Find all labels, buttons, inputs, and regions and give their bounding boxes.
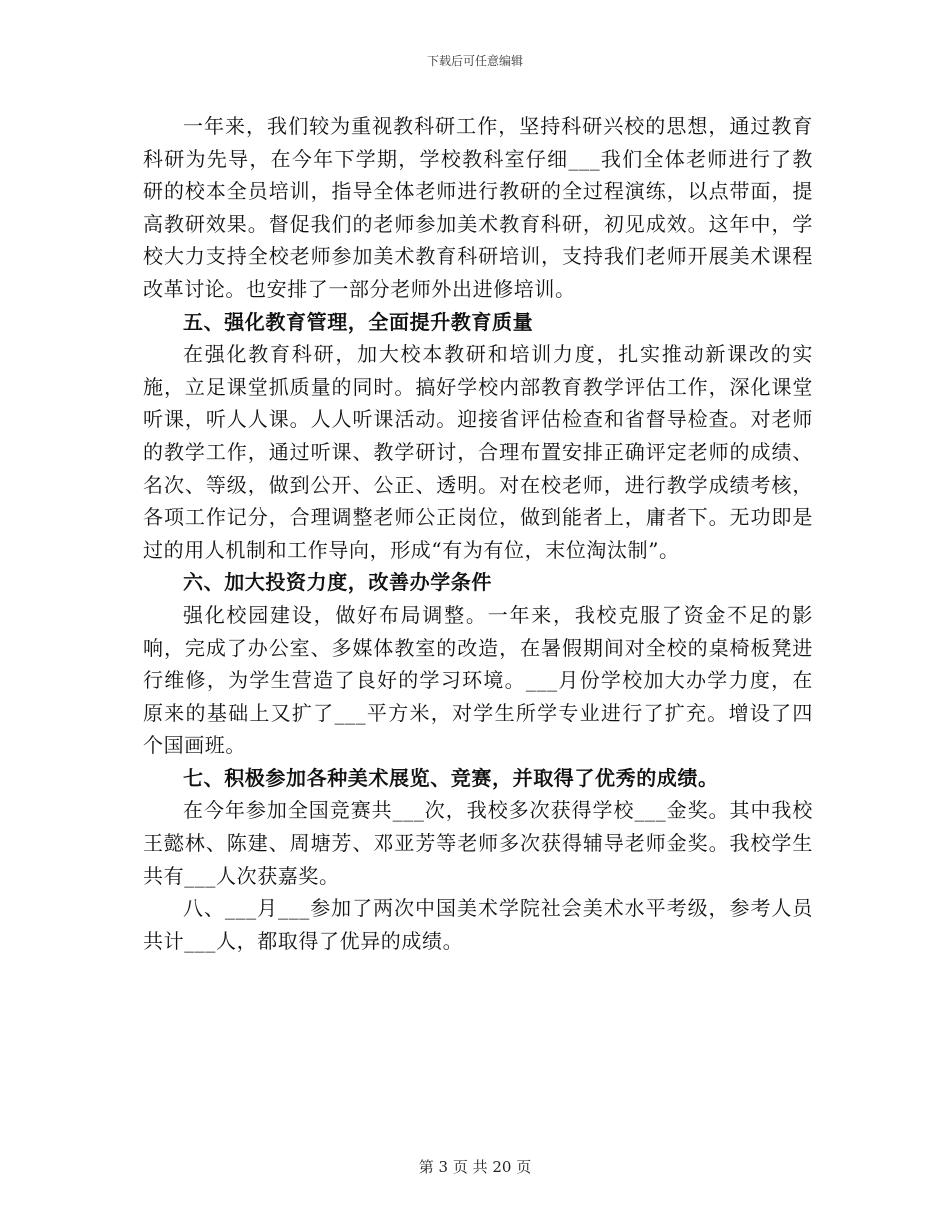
section-heading-5: 五、强化教育管理，全面提升教育质量 (183, 309, 534, 334)
section-heading-6: 六、加大投资力度，改善办学条件 (183, 570, 492, 595)
paragraph-competitions: 在今年参加全国竞赛共___次，我校多次获得学校___金奖。其中我校王懿林、陈建、周塘芳、邓亚芳等老师多次获得辅导老师金奖。我校学生共有___人次获嘉奖。 (143, 798, 813, 888)
document-body (143, 110, 813, 957)
paragraph-research: 一年来，我们较为重视教科研工作，坚持科研兴校的思想，通过教育科研为先导，在今年下学期，学校教科室仔细___我们全体老师进行了教研的校本全员培训，指导全体老师进行教研的全过程演练，以点带面，提高教研效果。督促我们的老师参加美术教育科研，初见成效。这年中，学校大力支持全校老师参加美术教育科研培训，支持我们老师开展美术课程改革讨论。也安排了一部分老师外出进修培训。 (143, 114, 813, 301)
page-header: 下载后可任意编辑 (426, 54, 523, 68)
paragraph-exams: 八、___月___参加了两次中国美术学院社会美术水平考级，参考人员共计___人，都取得了优异的成绩。 (143, 896, 813, 953)
section-heading-7: 七、积极参加各种美术展览、竞赛，并取得了优秀的成绩。 (183, 765, 719, 790)
paragraph-management: 在强化教育科研，加大校本教研和培训力度，扎实推动新课改的实施，立足课堂抓质量的同时。搞好学校内部教育教学评估工作，深化课堂听课，听人人课。人人听课活动。迎接省评估检查和省督导检查。对老师的教学工作，通过听课、教学研讨，合理布置安排正确评定老师的成绩、名次、等级，做到公开、公正、透明。对在校老师，进行教学成绩考核，各项工作记分，合理调整老师公正岗位，做到能者上，庸者下。无功即是过的用人机制和工作导向，形成“有为有位，末位淘汰制”。 (143, 342, 813, 562)
page-number: 第 3 页 共 20 页 (418, 1158, 532, 1176)
paragraph-investment: 强化校园建设，做好布局调整。一年来，我校克服了资金不足的影响，完成了办公室、多媒体教室的改造，在暑假期间对全校的桌椅板凳进行维修，为学生营造了良好的学习环境。___月份学校加大办学力度，在原来的基础上又扩了___平方米，对学生所学专业进行了扩充。增设了四个国画班。 (143, 602, 813, 758)
